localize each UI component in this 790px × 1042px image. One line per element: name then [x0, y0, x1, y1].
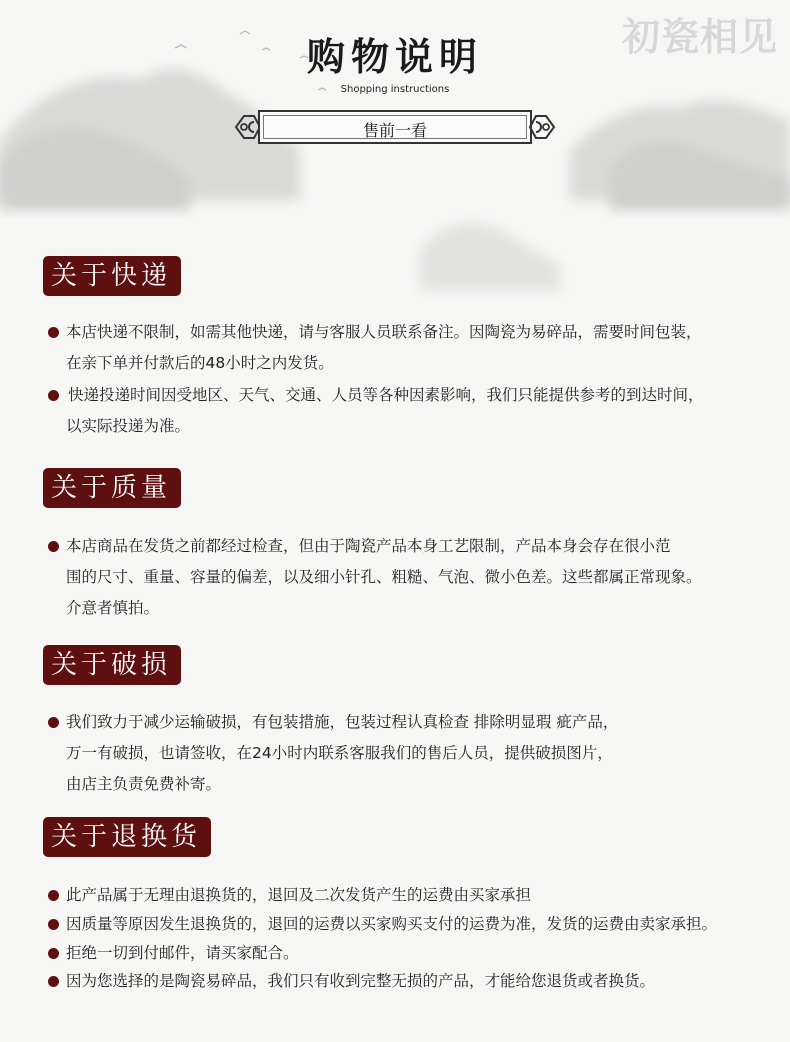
section-heading-quality: 关于质量: [43, 468, 181, 508]
bullet-icon: [48, 948, 59, 959]
right-ornament-icon: [528, 108, 558, 146]
list-item: [48, 380, 783, 442]
item-line: 万一有破损，也请签收，在24小时内联系客服我们的售后人员，提供破损图片，: [66, 744, 613, 762]
list-item: [48, 880, 783, 911]
list-item: [48, 909, 783, 940]
item-line: 本店商品在发货之前都经过检查，但由于陶瓷产品本身工艺限制，产品本身会存在很小范: [66, 537, 671, 555]
item-line: 因为您选择的是陶瓷易碎品，我们只有收到完整无损的产品，才能给您退货或者换货。: [66, 972, 656, 990]
page-title: 购物说明: [306, 34, 483, 79]
banner-text: 售前一看: [362, 121, 427, 140]
item-line: 我们致力于减少运输破损，有包装措施，包装过程认真检查 排除明显瑕 疵产品，: [66, 713, 619, 731]
item-line: 围的尺寸、重量、容量的偏差，以及细小针孔、粗糙、气泡、微小色差。这些都属正常现象。: [66, 568, 702, 586]
list-item: [48, 938, 783, 969]
bullet-icon: [48, 890, 59, 901]
list-item: [48, 966, 783, 997]
item-line: 此产品属于无理由退换货的，退回及二次发货产生的运费由买家承担: [66, 886, 532, 904]
list-item: [48, 531, 783, 624]
item-line: 以实际投递为准。: [66, 417, 191, 435]
bullet-icon: [48, 919, 59, 930]
bullet-icon: [48, 327, 59, 338]
item-line: 在亲下单并付款后的48小时之内发货。: [66, 354, 334, 372]
bullet-icon: [48, 390, 59, 401]
section-heading-damage: 关于破损: [43, 645, 181, 685]
banner-frame: [258, 110, 532, 144]
bullet-icon: [48, 976, 59, 987]
section-heading-returns: 关于退换货: [43, 817, 211, 857]
bullet-icon: [48, 717, 59, 728]
item-line: 拒绝一切到付邮件，请买家配合。: [66, 944, 299, 962]
brand-watermark: 初瓷相见: [621, 15, 778, 59]
list-item: [48, 317, 783, 379]
item-line: 因质量等原因发生退换货的，退回的运费以买家购买支付的运费为准，发货的运费由卖家承担。: [66, 915, 718, 933]
list-item: [48, 707, 783, 800]
page-subtitle: Shopping instructions: [340, 84, 450, 95]
item-line: 快递投递时间因受地区、天气、交通、人员等各种因素影响，我们只能提供参考的到达时间，: [68, 386, 704, 404]
item-line: 本店快递不限制，如需其他快递，请与客服人员联系备注。因陶瓷为易碎品，需要时间包装，: [66, 323, 702, 341]
item-line: 介意者慎拍。: [66, 599, 160, 617]
item-line: 由店主负责免费补寄。: [66, 775, 222, 793]
section-heading-express: 关于快递: [43, 256, 181, 296]
bullet-icon: [48, 541, 59, 552]
